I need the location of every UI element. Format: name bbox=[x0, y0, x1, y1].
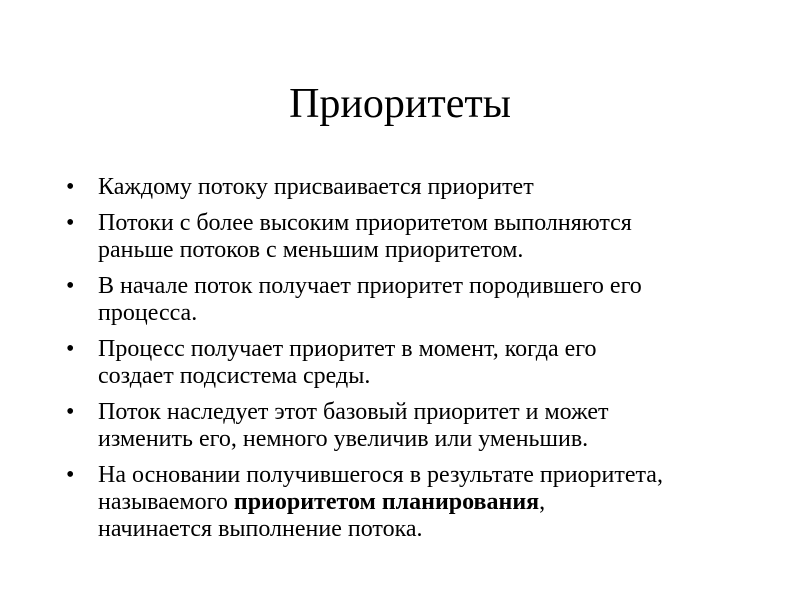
bullet-text: раньше потоков с меньшим приоритетом. bbox=[98, 237, 524, 263]
bullet-item-2 bbox=[66, 210, 766, 264]
bullet-text: Каждому потоку присваивается приоритет bbox=[98, 174, 534, 200]
bullet-text: процесса. bbox=[98, 300, 198, 326]
bullet-text: На основании получившегося в результате приоритета, bbox=[98, 462, 663, 488]
bullet-item-1 bbox=[66, 174, 766, 201]
bullet-text-line bbox=[98, 489, 766, 516]
bullet-text: Процесс получает приоритет в момент, когда его bbox=[98, 336, 597, 362]
bullet-item-3 bbox=[66, 273, 766, 327]
bullet-icon: • bbox=[66, 462, 75, 488]
bullet-item-4 bbox=[66, 336, 766, 390]
bullet-icon: • bbox=[66, 399, 75, 425]
bullet-list bbox=[66, 174, 766, 552]
bold-term: приоритетом планирования bbox=[233, 489, 540, 515]
bullet-text: В начале поток получает приоритет породившего его bbox=[98, 273, 642, 299]
bullet-text: начинается выполнение потока. bbox=[98, 516, 423, 542]
bullet-text-segment: , bbox=[539, 489, 546, 515]
bullet-text-segment: называемого bbox=[98, 489, 234, 515]
bullet-item-6 bbox=[66, 462, 766, 543]
bullet-item-5 bbox=[66, 399, 766, 453]
bullet-icon: • bbox=[66, 336, 75, 362]
slide-title: Приоритеты bbox=[289, 81, 511, 127]
bullet-icon: • bbox=[66, 273, 75, 299]
bullet-text: создает подсистема среды. bbox=[98, 363, 371, 389]
bullet-text: Поток наследует этот базовый приоритет и может bbox=[98, 399, 609, 425]
bullet-icon: • bbox=[66, 174, 75, 200]
bullet-text: изменить его, немного увеличив или уменьшив. bbox=[98, 426, 589, 452]
bullet-icon: • bbox=[66, 210, 75, 236]
bullet-text: Потоки с более высоким приоритетом выполняются bbox=[98, 210, 632, 236]
